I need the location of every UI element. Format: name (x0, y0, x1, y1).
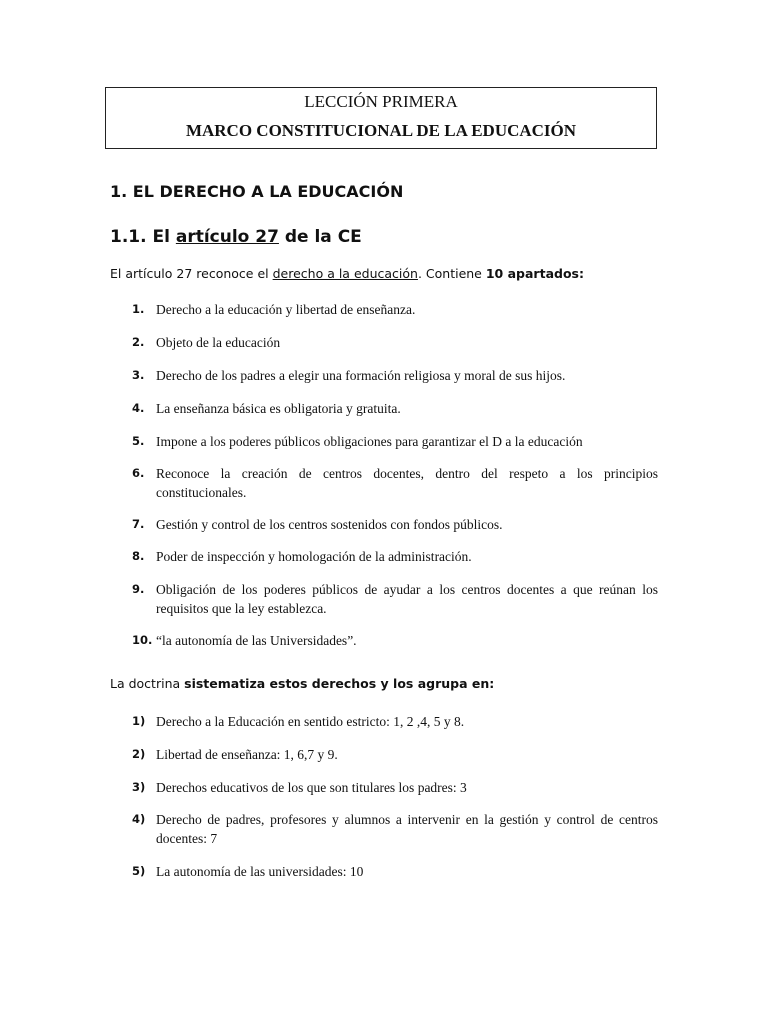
list-item-text: Reconoce la creación de centros docentes, dentro del respeto a los principios constitucionales. (156, 466, 658, 500)
list-item (110, 745, 658, 764)
list-item-number: 5. (132, 434, 145, 448)
list-item (110, 547, 658, 566)
list-item-text: Libertad de enseñanza: 1, 6,7 y 9. (156, 747, 338, 762)
list-item (110, 366, 658, 385)
list-item (110, 580, 658, 618)
list-item-number: 3. (132, 368, 145, 382)
list-item-number: 3) (132, 780, 146, 794)
list-item-text: Gestión y control de los centros sostenidos con fondos públicos. (156, 517, 503, 532)
intro-before: El artículo 27 reconoce el (110, 266, 273, 281)
lesson-title-box (105, 87, 657, 149)
list-item (110, 464, 658, 502)
list-item (110, 515, 658, 534)
list-item-number: 1) (132, 714, 146, 728)
doctrine-bold: sistematiza estos derechos y los agrupa en: (184, 676, 495, 691)
list-item-text: Impone a los poderes públicos obligaciones para garantizar el D a la educación (156, 434, 583, 449)
list-item-number: 1. (132, 302, 145, 316)
list-item-number: 10. (132, 633, 153, 647)
list-item-number: 8. (132, 549, 145, 563)
list-item (110, 778, 658, 797)
heading-prefix: 1.1. El (110, 227, 176, 247)
doctrine-paragraph (110, 676, 494, 691)
list-item-number: 4) (132, 812, 146, 826)
list-item (110, 862, 658, 881)
section-heading-1: 1. EL DERECHO A LA EDUCACIÓN (110, 182, 404, 201)
list-item-number: 4. (132, 401, 145, 415)
intro-underlined: derecho a la educación (272, 266, 418, 281)
list-item-number: 2. (132, 335, 145, 349)
list-item (110, 631, 658, 650)
list-item-text: Poder de inspección y homologación de la administración. (156, 549, 472, 564)
lesson-label: LECCIÓN PRIMERA (304, 92, 458, 111)
list-item-text: Derechos educativos de los que son titulares los padres: 3 (156, 780, 467, 795)
article-27-link[interactable]: artículo 27 (175, 227, 279, 247)
list-item-text: “la autonomía de las Universidades”. (156, 633, 357, 648)
list-item-text: Derecho a la educación y libertad de enseñanza. (156, 302, 416, 317)
list-item-number: 6. (132, 466, 145, 480)
list-item-text: Obligación de los poderes públicos de ayudar a los centros docentes a que reúnan los requisitos que la ley establezca. (156, 582, 658, 616)
list-item-number: 2) (132, 747, 146, 761)
list-item-number: 5) (132, 864, 146, 878)
intro-after: . Contiene (417, 266, 486, 281)
list-item-text: Derecho a la Educación en sentido estricto: 1, 2 ,4, 5 y 8. (156, 714, 465, 729)
list-item-text: Derecho de los padres a elegir una formación religiosa y moral de sus hijos. (156, 368, 566, 383)
intro-bold: 10 apartados: (485, 266, 584, 281)
list-item-text: La autonomía de las universidades: 10 (156, 864, 364, 879)
list-item-text: Derecho de padres, profesores y alumnos a intervenir en la gestión y control de centros docentes: 7 (156, 812, 658, 846)
doctrine-before: La doctrina (110, 676, 185, 691)
list-item (110, 432, 658, 451)
list-item (110, 810, 658, 848)
list-item-number: 7. (132, 517, 145, 531)
lesson-title: MARCO CONSTITUCIONAL DE LA EDUCACIÓN (185, 121, 577, 140)
list-item-text: Objeto de la educación (156, 335, 281, 350)
list-item (110, 712, 658, 731)
list-item (110, 399, 658, 418)
section-heading-1-1 (110, 227, 362, 247)
list-item-number: 9. (132, 582, 145, 596)
intro-paragraph (110, 266, 584, 281)
list-item (110, 333, 658, 352)
list-item (110, 300, 658, 319)
heading-suffix: de la CE (278, 227, 362, 247)
list-item-text: La enseñanza básica es obligatoria y gratuita. (156, 401, 401, 416)
